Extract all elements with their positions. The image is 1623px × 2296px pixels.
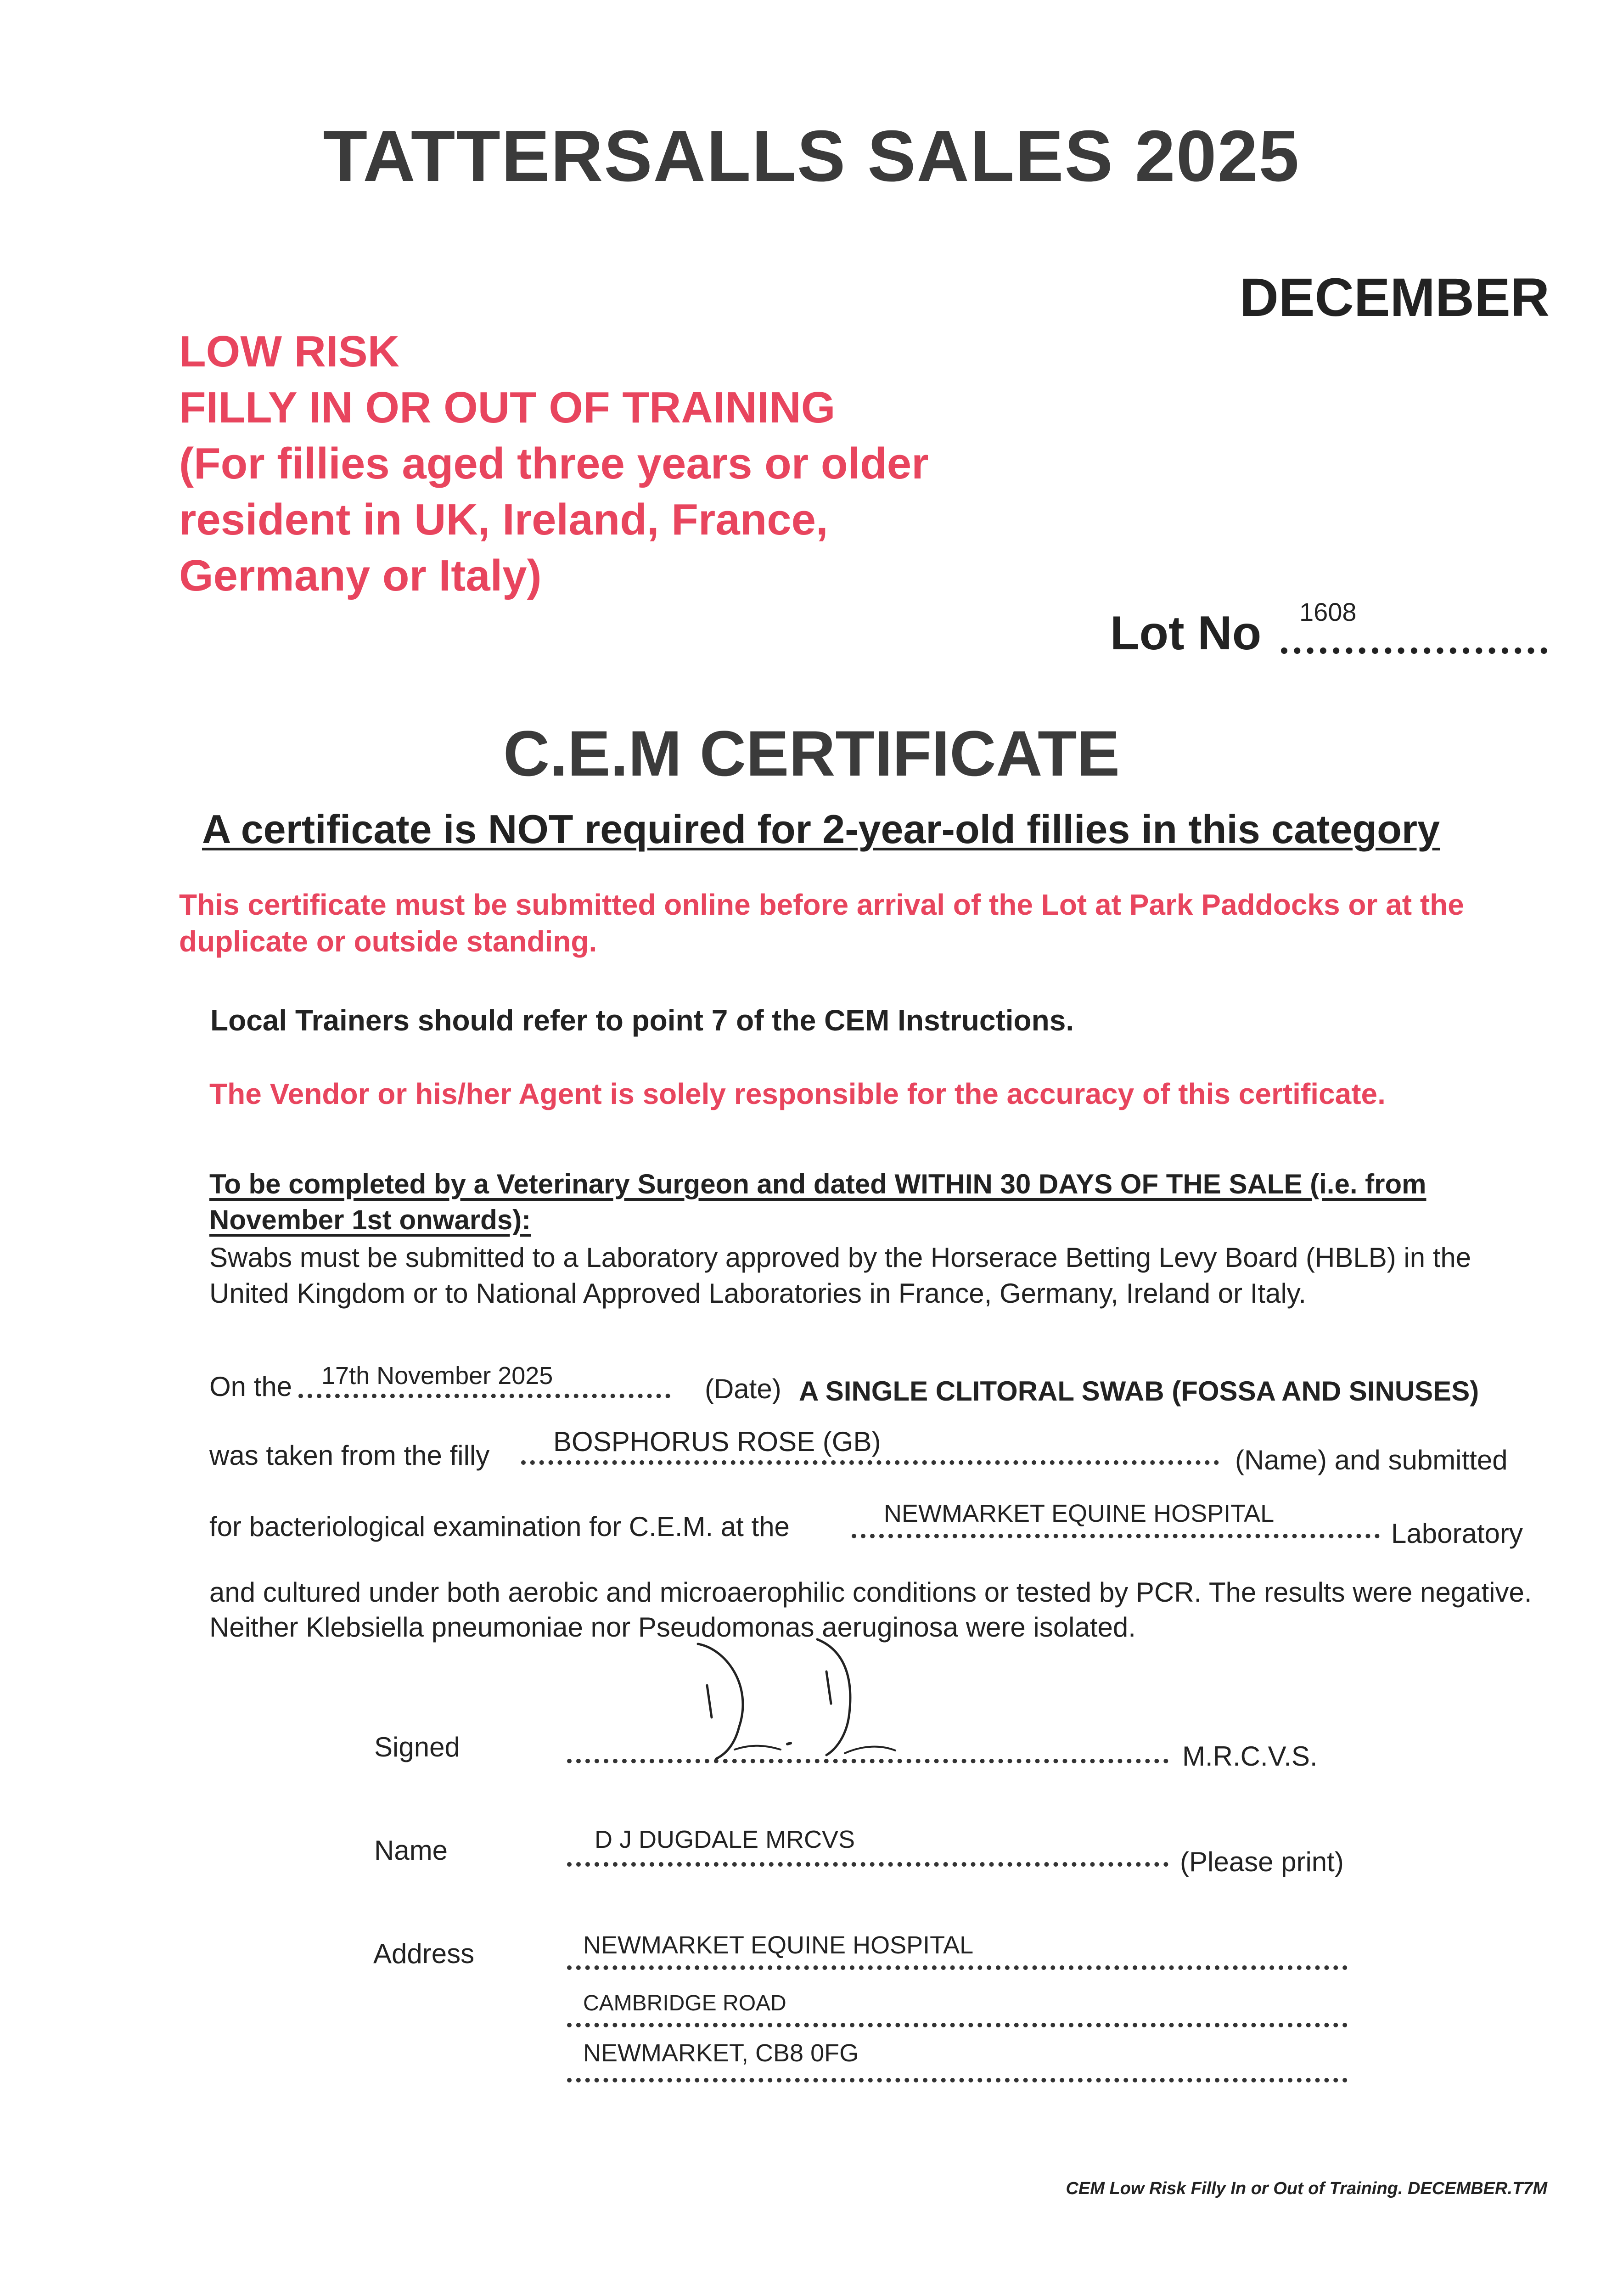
lot-number: 1608 bbox=[1299, 597, 1357, 626]
sale-month: DECEMBER bbox=[1239, 267, 1550, 328]
address-field-3: NEWMARKET, CB8 0FG bbox=[583, 2039, 859, 2067]
category-line-5: Germany or Italy) bbox=[179, 551, 542, 600]
form-reference: CEM Low Risk Filly In or Out of Training. DECEMBER.T7M bbox=[1066, 2179, 1547, 2198]
address-field-2: CAMBRIDGE ROAD bbox=[583, 1991, 786, 2015]
name-suffix: (Name) and submitted bbox=[1235, 1445, 1508, 1475]
signature-image bbox=[689, 1635, 946, 1773]
not-required-notice: A certificate is NOT required for 2-year-old fillies in this category bbox=[202, 806, 1440, 852]
address-label: Address bbox=[373, 1938, 475, 1969]
address-field-1: NEWMARKET EQUINE HOSPITAL bbox=[583, 1931, 974, 1959]
swabs-instruction: Swabs must be submitted to a Laboratory approved by the Horserace Betting Levy Board (HBLB) in the United Kingdom or to National Approved Laboratories in France, Germany, Ireland or Italy. bbox=[209, 1242, 1471, 1309]
category-line-1: LOW RISK bbox=[179, 327, 399, 376]
vendor-notice: The Vendor or his/her Agent is solely responsible for the accuracy of this certificate. bbox=[209, 1077, 1386, 1110]
local-trainers-notice: Local Trainers should refer to point 7 of the CEM Instructions. bbox=[210, 1004, 1074, 1037]
exam-prefix: for bacteriological examination for C.E.M. at the bbox=[209, 1511, 790, 1542]
laboratory-field: NEWMARKET EQUINE HOSPITAL bbox=[884, 1500, 1275, 1527]
name-label: Name bbox=[374, 1835, 448, 1866]
please-print-note: (Please print) bbox=[1180, 1846, 1344, 1877]
lab-suffix: Laboratory bbox=[1391, 1518, 1523, 1549]
date-field: 17th November 2025 bbox=[321, 1362, 553, 1390]
submit-notice: This certificate must be submitted online before arrival of the Lot at Park Paddocks or at the duplicate or outside standing. bbox=[179, 888, 1464, 958]
category-line-2: FILLY IN OR OUT OF TRAINING bbox=[179, 383, 836, 432]
document-title: TATTERSALLS SALES 2025 bbox=[323, 116, 1300, 197]
taken-from-label: was taken from the filly bbox=[209, 1440, 490, 1471]
mrcvs-suffix: M.R.C.V.S. bbox=[1182, 1741, 1318, 1772]
category-line-4: resident in UK, Ireland, France, bbox=[179, 495, 828, 544]
filly-name-field: BOSPHORUS ROSE (GB) bbox=[553, 1426, 881, 1457]
category-line-3: (For fillies aged three years or older bbox=[179, 439, 929, 488]
signed-label: Signed bbox=[374, 1732, 460, 1762]
category-block bbox=[179, 324, 1051, 604]
certificate-title: C.E.M CERTIFICATE bbox=[503, 717, 1120, 789]
results-text: and cultured under both aerobic and microaerophilic conditions or tested by PCR. The results were negative. Neither Klebsiella pneumoniae nor Pseudomonas aeruginosa were isolated. bbox=[209, 1577, 1532, 1643]
vet-name-field: D J DUGDALE MRCVS bbox=[595, 1826, 855, 1853]
date-suffix: (Date) bbox=[705, 1373, 781, 1404]
swab-type: A SINGLE CLITORAL SWAB (FOSSA AND SINUSES) bbox=[799, 1376, 1479, 1407]
to-be-completed-instruction: To be completed by a Veterinary Surgeon and dated WITHIN 30 DAYS OF THE SALE (i.e. from November 1st onwards): bbox=[209, 1169, 1426, 1235]
on-the-label: On the bbox=[209, 1371, 292, 1402]
lot-label: Lot No bbox=[1110, 607, 1262, 660]
